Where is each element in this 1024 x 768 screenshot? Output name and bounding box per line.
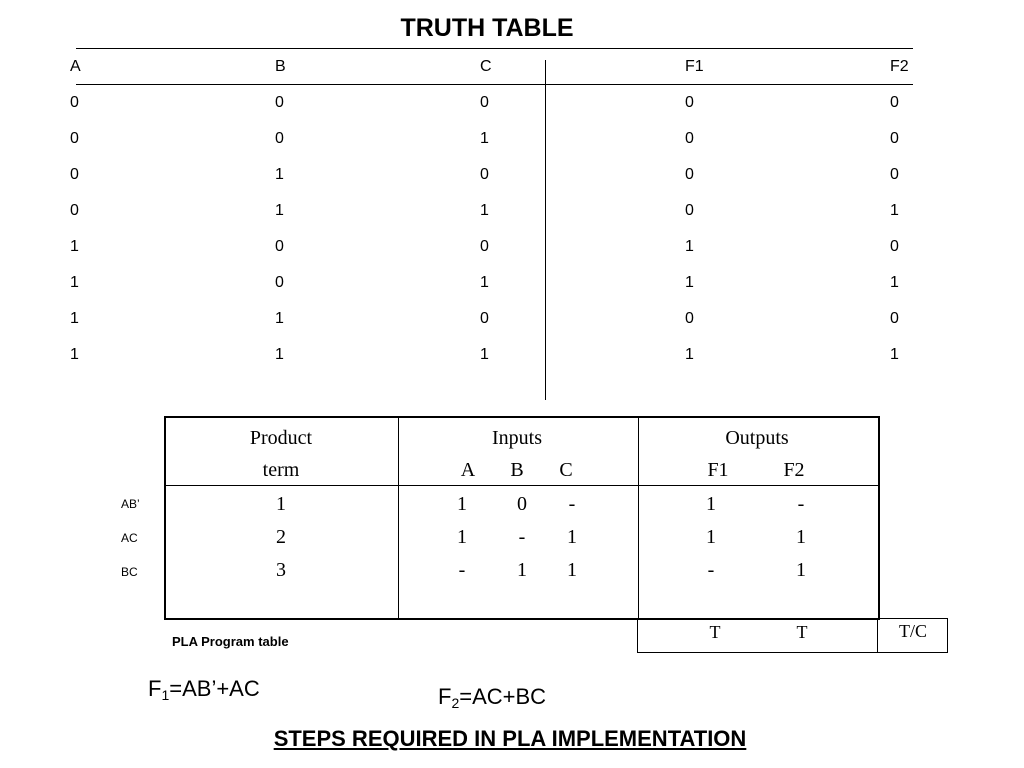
pla-caption: PLA Program table (172, 634, 289, 649)
truth-cell-r4-f2: 0 (890, 238, 899, 255)
pla-term-2: 3 (276, 559, 286, 581)
equation-f1-name: F (148, 676, 162, 701)
truth-header-c: C (480, 58, 492, 75)
pla-output-f1-2: - (707, 559, 715, 581)
pla-input-b-0: 0 (517, 493, 527, 515)
pla-input-a-1: 1 (457, 526, 467, 548)
truth-header-a: A (70, 58, 81, 75)
truth-cell-r7-c: 1 (480, 346, 489, 363)
truth-cell-r0-c: 0 (480, 94, 489, 111)
pla-term-0: 1 (276, 493, 286, 515)
pla-col-c: C (559, 459, 573, 481)
truth-cell-r4-c: 0 (480, 238, 489, 255)
truth-table-divider (545, 60, 546, 400)
truth-cell-r0-b: 0 (275, 94, 284, 111)
truth-cell-r1-f2: 0 (890, 130, 899, 147)
pla-input-c-1: 1 (567, 526, 577, 548)
pla-input-c-0: - (568, 493, 576, 515)
truth-table-top-rule (76, 48, 913, 49)
truth-cell-r2-b: 1 (275, 166, 284, 183)
truth-header-b: B (275, 58, 286, 75)
pla-header-product: Product (249, 427, 313, 449)
equation-f1 (148, 676, 260, 703)
truth-cell-r0-a: 0 (70, 94, 79, 111)
tc-top-rule-right (877, 618, 948, 619)
pla-col-f2: F2 (783, 459, 805, 481)
pla-divider-2 (638, 418, 639, 618)
truth-cell-r6-b: 1 (275, 310, 284, 327)
equation-f2-name: F (438, 684, 452, 709)
truth-cell-r5-f2: 1 (890, 274, 899, 291)
truth-cell-r1-a: 0 (70, 130, 79, 147)
truth-cell-r6-c: 0 (480, 310, 489, 327)
pla-col-b: B (510, 459, 524, 481)
truth-cell-r2-c: 0 (480, 166, 489, 183)
truth-cell-r5-c: 1 (480, 274, 489, 291)
truth-cell-r5-f1: 1 (685, 274, 694, 291)
pla-header-outputs: Outputs (725, 427, 789, 449)
pla-program-table (164, 416, 880, 620)
pla-input-b-1: - (518, 526, 526, 548)
truth-cell-r6-a: 1 (70, 310, 79, 327)
pla-output-f1-0: 1 (706, 493, 716, 515)
truth-cell-r3-b: 1 (275, 202, 284, 219)
pla-row-label-2: BC (121, 565, 138, 579)
truth-header-f1: F1 (685, 58, 704, 75)
truth-cell-r4-a: 1 (70, 238, 79, 255)
pla-header-inputs: Inputs (492, 427, 542, 449)
pla-row-label-1: AC (121, 531, 138, 545)
steps-heading: STEPS REQUIRED IN PLA IMPLEMENTATION (273, 726, 747, 751)
truth-cell-r6-f1: 0 (685, 310, 694, 327)
truth-cell-r7-f2: 1 (890, 346, 899, 363)
pla-output-f2-0: - (797, 493, 805, 515)
tc-right-rule (947, 618, 948, 652)
truth-cell-r3-c: 1 (480, 202, 489, 219)
tc-mid-rule (877, 618, 878, 652)
truth-cell-r1-f1: 0 (685, 130, 694, 147)
pla-output-f2-2: 1 (796, 559, 806, 581)
pla-header-rule (166, 485, 878, 486)
pla-divider-1 (398, 418, 399, 618)
truth-cell-r4-f1: 1 (685, 238, 694, 255)
truth-cell-r3-f1: 0 (685, 202, 694, 219)
pla-input-b-2: 1 (517, 559, 527, 581)
truth-cell-r2-a: 0 (70, 166, 79, 183)
equation-f1-expr: =AB’+AC (169, 676, 260, 701)
truth-cell-r0-f2: 0 (890, 94, 899, 111)
truth-cell-r1-b: 0 (275, 130, 284, 147)
page-title: TRUTH TABLE (400, 14, 574, 42)
pla-term-1: 2 (276, 526, 286, 548)
truth-cell-r7-f1: 1 (685, 346, 694, 363)
pla-input-c-2: 1 (567, 559, 577, 581)
pla-output-f2-1: 1 (796, 526, 806, 548)
tc-bottom-rule (637, 652, 948, 653)
truth-cell-r0-f1: 0 (685, 94, 694, 111)
tc-row (637, 618, 948, 652)
pla-input-a-0: 1 (457, 493, 467, 515)
truth-header-f2: F2 (890, 58, 909, 75)
truth-cell-r3-f2: 1 (890, 202, 899, 219)
truth-cell-r7-b: 1 (275, 346, 284, 363)
equation-f2-sub: 2 (451, 695, 460, 711)
pla-row-label-0: AB’ (121, 497, 140, 511)
tc-left-rule (637, 618, 638, 652)
truth-cell-r3-a: 0 (70, 202, 79, 219)
pla-col-a: A (460, 459, 476, 481)
truth-cell-r7-a: 1 (70, 346, 79, 363)
pla-header-term: term (262, 459, 300, 481)
truth-cell-r1-c: 1 (480, 130, 489, 147)
truth-cell-r4-b: 0 (275, 238, 284, 255)
tc-label: T/C (898, 621, 928, 641)
tc-value-f1: T (709, 622, 721, 642)
tc-value-f2: T (796, 622, 808, 642)
pla-input-a-2: - (458, 559, 466, 581)
pla-col-f1: F1 (707, 459, 729, 481)
truth-table-header-rule (76, 84, 913, 85)
truth-cell-r2-f1: 0 (685, 166, 694, 183)
truth-cell-r5-b: 0 (275, 274, 284, 291)
equation-f2 (438, 684, 546, 711)
pla-output-f1-1: 1 (706, 526, 716, 548)
equation-f2-expr: =AC+BC (459, 684, 547, 709)
truth-cell-r6-f2: 0 (890, 310, 899, 327)
truth-cell-r2-f2: 0 (890, 166, 899, 183)
truth-cell-r5-a: 1 (70, 274, 79, 291)
equation-f1-sub: 1 (161, 687, 170, 703)
